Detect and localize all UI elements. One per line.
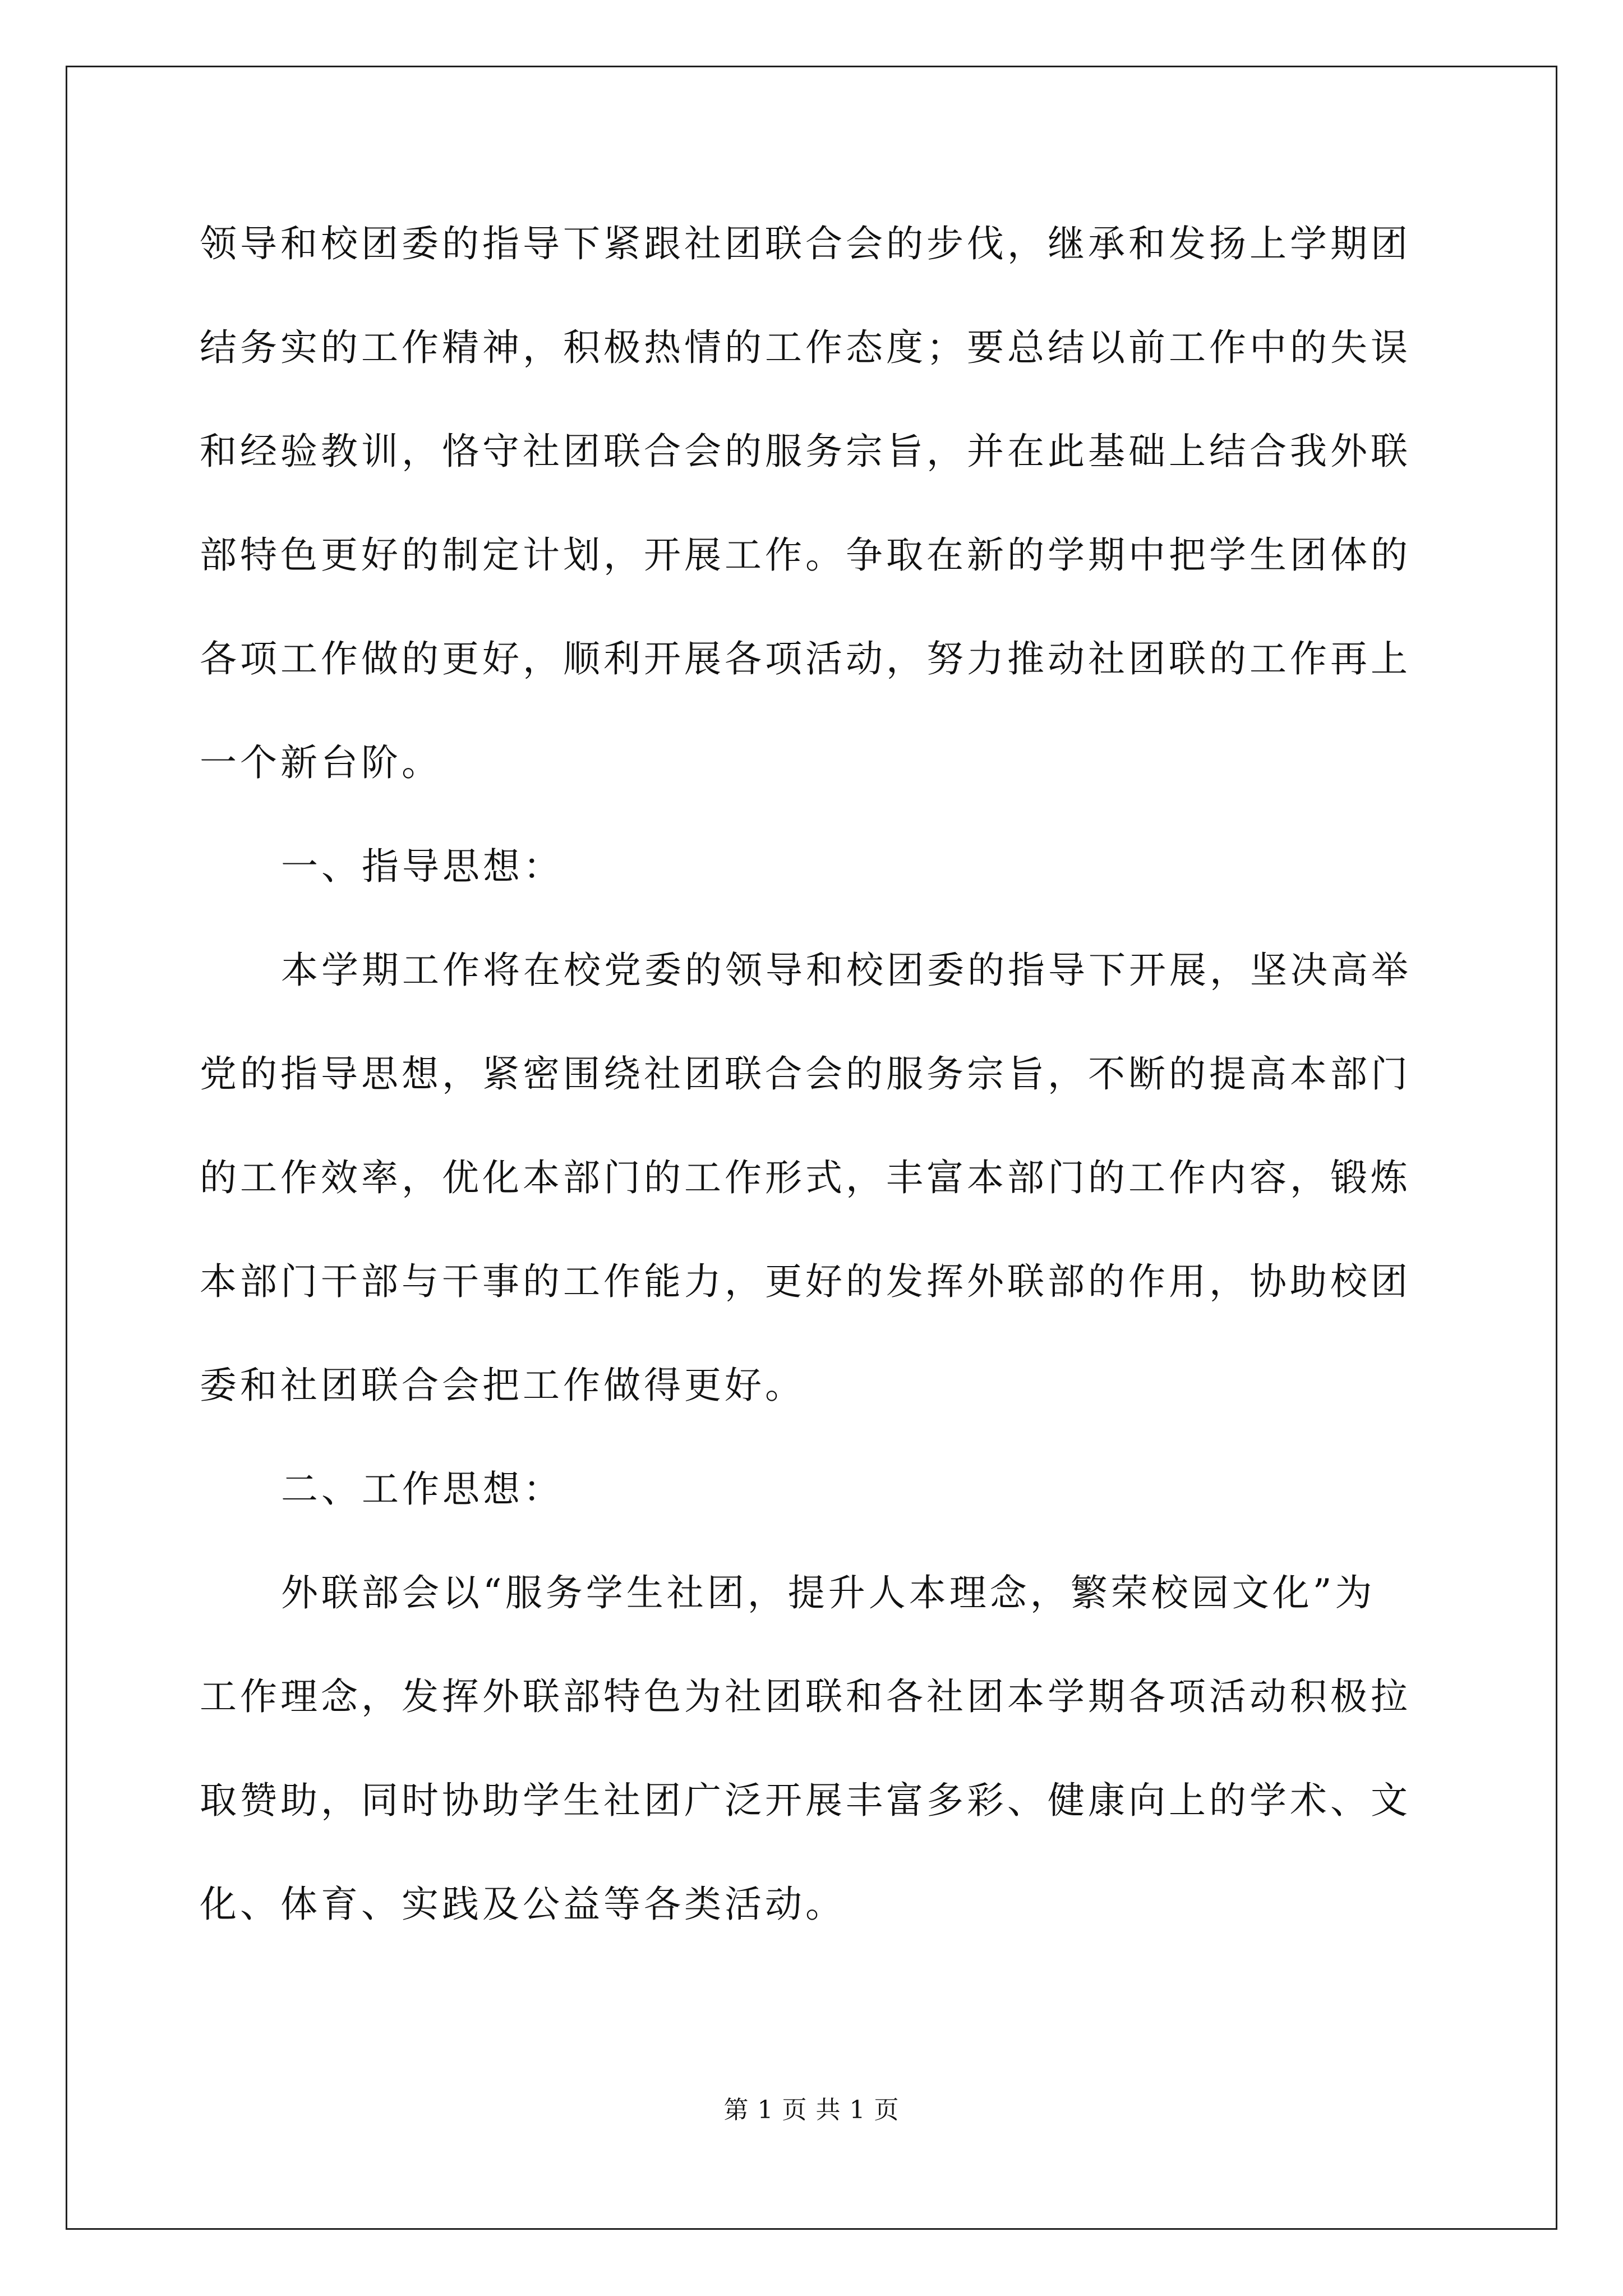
text-line: 各项工作做的更好，顺利开展各项活动，努力推动社团联的工作再上 [200,637,1411,680]
text-line: 结务实的工作精神，积极热情的工作态度；要总结以前工作中的失误 [200,326,1411,369]
text-line: 工作理念，发挥外联部特色为社团联和各社团本学期各项活动积极拉 [200,1675,1411,1718]
text-line: 领导和校团委的指导下紧跟社团联合会的步伐，继承和发扬上学期团 [200,222,1411,265]
text-line: 一个新台阶。 [200,741,442,784]
document-body [200,213,1428,1977]
text-line: 和经验教训，恪守社团联合会的服务宗旨，并在此基础上结合我外联 [200,430,1411,473]
text-line: 取赞助，同时协助学生社团广泛开展丰富多彩、健康向上的学术、文 [200,1779,1411,1822]
section-heading: 一、指导思想： [281,845,564,888]
text-line: 部特色更好的制定计划，开展工作。争取在新的学期中把学生团体的 [200,533,1411,577]
text-line: 党的指导思想，紧密围绕社团联合会的服务宗旨，不断的提高本部门 [200,1052,1411,1096]
text-line: 委和社团联合会把工作做得更好。 [200,1364,805,1407]
text-line: 本学期工作将在校党委的领导和校团委的指导下开展，坚决高举 [281,949,1412,992]
section-heading: 二、工作思想： [281,1467,564,1511]
text-line: 的工作效率，优化本部门的工作形式，丰富本部门的工作内容，锻炼 [200,1156,1411,1199]
page-number-footer: 第 1 页 共 1 页 [723,2096,900,2124]
text-line: 本部门干部与干事的工作能力，更好的发挥外联部的作用，协助校团 [200,1260,1411,1303]
text-line: 化、体育、实践及公益等各类活动。 [200,1883,846,1926]
text-line: 外联部会以“服务学生社团，提升人本理念，繁荣校园文化”为 [281,1571,1376,1614]
